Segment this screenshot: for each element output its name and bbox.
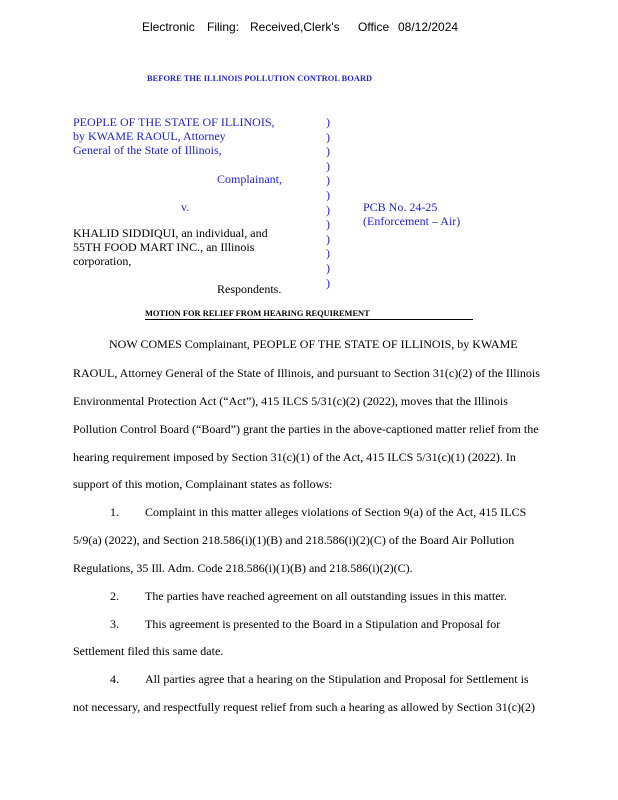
intro-line-2: RAOUL, Attorney General of the State of Illinois, and pursuant to Section 31(c)(2) of the Illinois <box>73 366 540 380</box>
paragraph-3-line-2: Settlement filed this same date. <box>73 644 224 658</box>
caption-plaintiff-line3: General of the State of Illinois, <box>73 143 222 157</box>
header-filing: Filing: <box>207 20 240 34</box>
caption-parentheses: ) ) ) ) ) ) ) ) ) ) ) ) <box>326 115 330 290</box>
paragraph-2-line-1: The parties have reached agreement on all outstanding issues in this matter. <box>145 589 507 603</box>
paragraph-1-line-1: Complaint in this matter alleges violations of Section 9(a) of the Act, 415 ILCS <box>145 505 527 519</box>
paragraph-3-line-1: This agreement is presented to the Board in a Stipulation and Proposal for <box>145 617 501 631</box>
paragraph-2-number: 2. <box>110 589 119 603</box>
motion-title: MOTION FOR RELIEF FROM HEARING REQUIREMENT <box>145 309 473 320</box>
caption-case-number: PCB No. 24-25 <box>363 200 438 214</box>
paragraph-4-number: 4. <box>110 672 119 686</box>
paragraph-4-line-2: not necessary, and respectfully request relief from such a hearing as allowed by Section 31(c)(2) <box>73 700 536 714</box>
caption-defendant-line3: corporation, <box>73 254 132 268</box>
header-date: 08/12/2024 <box>398 20 459 34</box>
paragraph-1-number: 1. <box>110 505 119 519</box>
caption-defendant-line2: 55TH FOOD MART INC., an Illinois <box>73 240 255 254</box>
caption-versus: v. <box>181 200 190 214</box>
caption-defendant-line1: KHALID SIDDIQUI, an individual, and <box>73 226 268 240</box>
header-office: Office <box>358 20 390 34</box>
paragraph-1-line-2: 5/9(a) (2022), and Section 218.586(i)(1)(B) and 218.586(i)(2)(C) of the Board Air Pollution <box>73 533 515 547</box>
paragraph-3-number: 3. <box>110 617 119 631</box>
intro-line-1: NOW COMES Complainant, PEOPLE OF THE STATE OF ILLINOIS, by KWAME <box>109 337 518 351</box>
paragraph-4-line-1: All parties agree that a hearing on the Stipulation and Proposal for Settlement is <box>145 672 529 686</box>
header-received: Received,Clerk's <box>250 20 340 34</box>
caption-plaintiff-line2: by KWAME RAOUL, Attorney <box>73 129 226 143</box>
intro-line-3: Environmental Protection Act (“Act”), 415 ILCS 5/31(c)(2) (2022), moves that the Illinois <box>73 394 508 408</box>
intro-line-6: support of this motion, Complainant states as follows: <box>73 477 333 491</box>
intro-line-4: Pollution Control Board (“Board”) grant the parties in the above-captioned matter relief from the <box>73 422 539 436</box>
caption-respondents: Respondents. <box>217 282 282 296</box>
header-electronic: Electronic <box>142 20 195 34</box>
intro-line-5: hearing requirement imposed by Section 31(c)(1) of the Act, 415 ILCS 5/31(c)(1) (2022). In <box>73 450 516 464</box>
caption-plaintiff-line1: PEOPLE OF THE STATE OF ILLINOIS, <box>73 115 275 129</box>
paragraph-1-line-3: Regulations, 35 Ill. Adm. Code 218.586(i)(1)(B) and 218.586(i)(2)(C). <box>73 561 413 575</box>
caption-case-type: (Enforcement – Air) <box>363 214 461 228</box>
caption-complainant: Complainant, <box>217 172 282 186</box>
board-title: BEFORE THE ILLINOIS POLLUTION CONTROL BOARD <box>147 74 373 83</box>
